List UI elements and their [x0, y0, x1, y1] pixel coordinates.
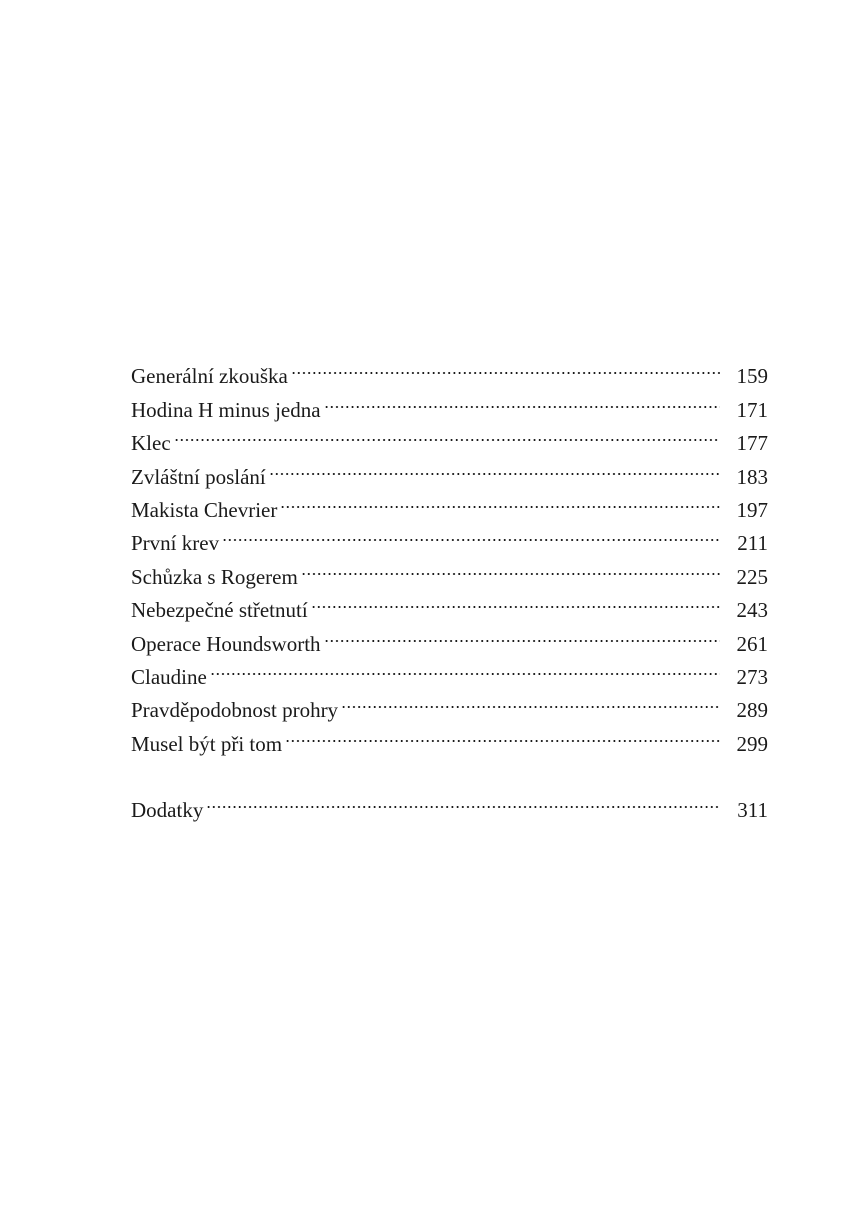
toc-entry-title: Operace Houndsworth — [131, 631, 321, 656]
toc-dot-leader — [269, 450, 724, 483]
toc-entry-page: 177 — [736, 431, 768, 456]
toc-entry-page: 299 — [736, 731, 768, 756]
toc-entry-page: 197 — [736, 497, 768, 522]
toc-entry — [131, 417, 768, 456]
toc-dot-leader — [324, 383, 724, 416]
toc-appendix-entry — [131, 784, 768, 823]
toc-entry-page: 183 — [736, 464, 768, 489]
toc-entry-page: 273 — [736, 664, 768, 689]
toc-entry-title: Klec — [131, 431, 171, 456]
toc-dot-leader — [301, 550, 724, 583]
toc-entry-title: Schůzka s Rogerem — [131, 564, 298, 589]
toc-dot-leader — [206, 784, 724, 817]
toc-dot-leader — [280, 484, 724, 517]
toc-entry-title: Hodina H minus jedna — [131, 397, 321, 422]
toc-entry-page: 261 — [736, 631, 768, 656]
toc-entry-title: Claudine — [131, 664, 207, 689]
toc-entry-page: 171 — [736, 397, 768, 422]
toc-entry-page: 311 — [737, 798, 768, 823]
toc-entry-title: Pravděpodobnost prohry — [131, 698, 339, 723]
toc-entry-page: 159 — [736, 364, 768, 389]
toc-entry-page: 225 — [736, 564, 768, 589]
toc-entry-title: Musel být při tom — [131, 731, 283, 756]
toc-entry-title: První krev — [131, 531, 220, 556]
toc-entry-title: Zvláštní poslání — [131, 464, 266, 489]
toc-dot-leader — [285, 717, 724, 750]
toc-dot-leader — [291, 350, 724, 383]
toc-dot-leader — [174, 417, 724, 450]
toc-entry — [131, 350, 768, 389]
table-of-contents — [131, 350, 768, 823]
toc-entry — [131, 550, 768, 589]
toc-entry-title: Generální zkouška — [131, 364, 288, 389]
toc-dot-leader — [210, 651, 724, 684]
toc-entry-title: Makista Chevrier — [131, 497, 278, 522]
toc-entry — [131, 517, 768, 556]
toc-entry-page: 211 — [737, 531, 768, 556]
toc-entry — [131, 684, 768, 723]
toc-dot-leader — [311, 584, 724, 617]
toc-dot-leader — [222, 517, 724, 550]
toc-entry — [131, 651, 768, 689]
toc-entry-title: Dodatky — [131, 798, 204, 823]
toc-entry-title: Nebezpečné střetnutí — [131, 598, 308, 623]
toc-dot-leader — [324, 617, 724, 650]
toc-entry-page: 243 — [736, 598, 768, 623]
toc-dot-leader — [341, 684, 724, 717]
toc-entry-page: 289 — [736, 698, 768, 723]
toc-entry — [131, 450, 768, 489]
